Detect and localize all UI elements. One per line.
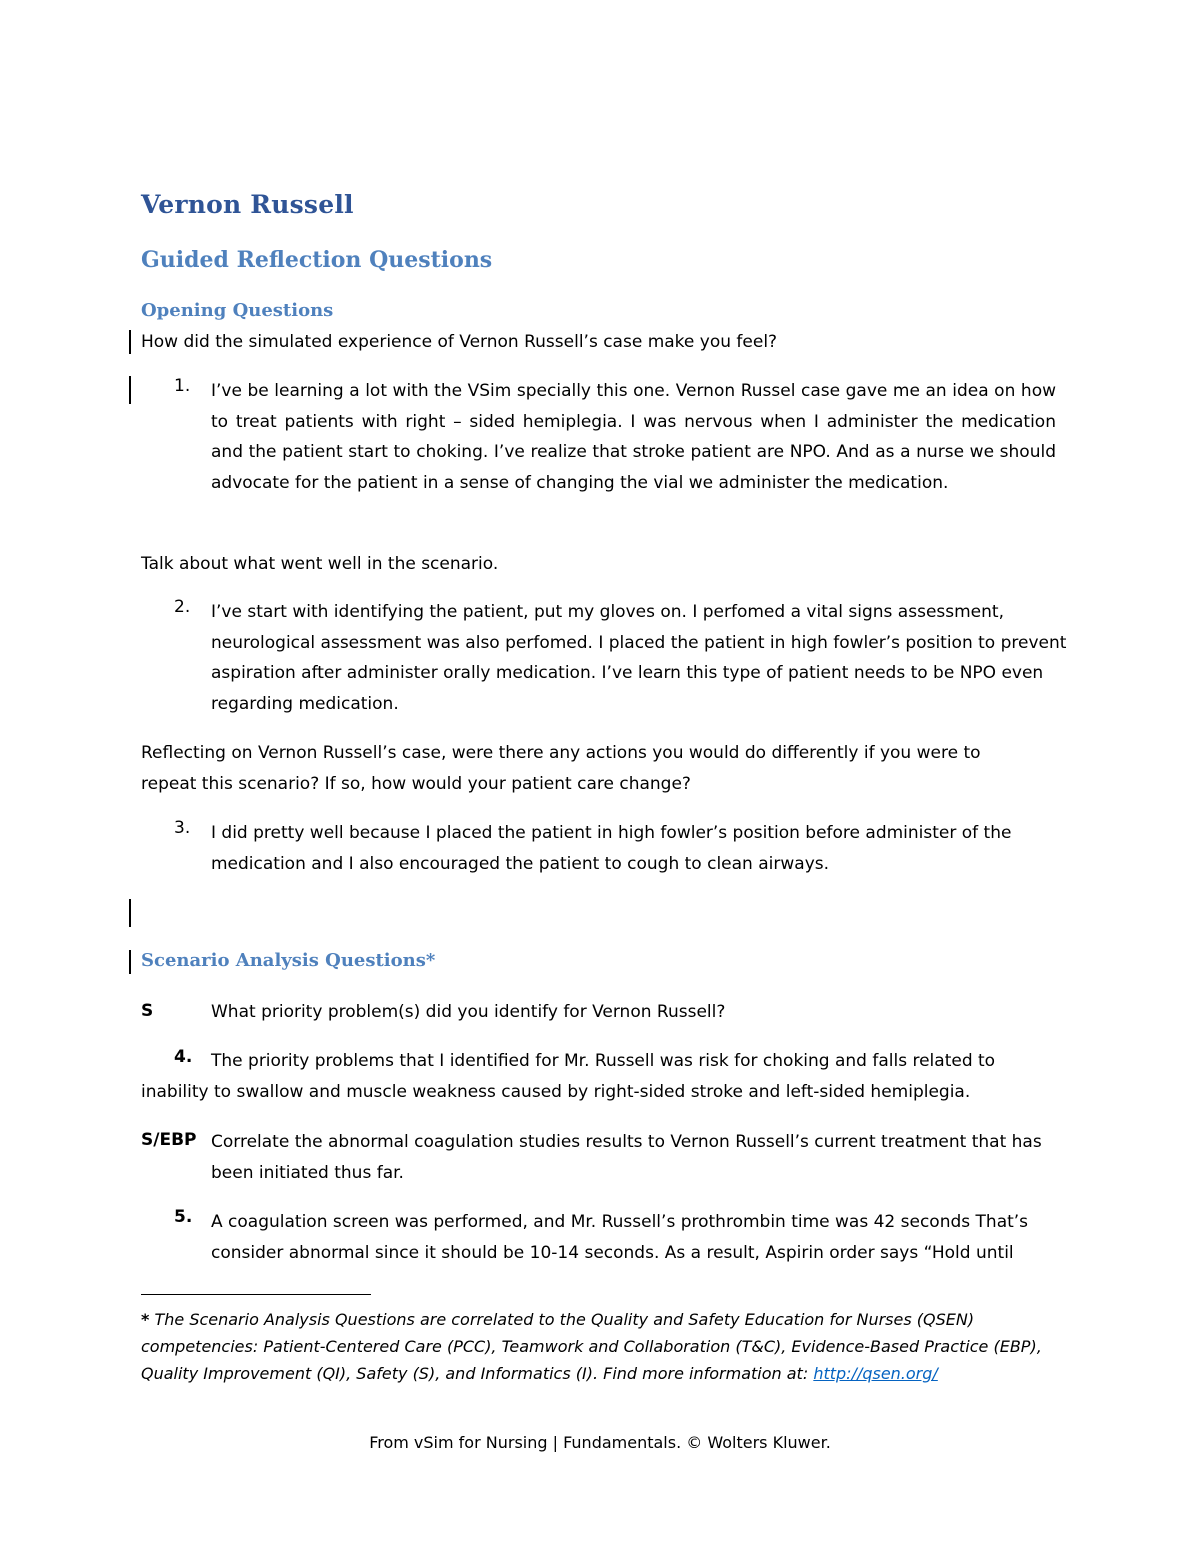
revision-bar xyxy=(129,376,131,404)
answer-5: A coagulation screen was performed, and Mr. Russell’s prothrombin time was 42 seconds That’s consider abnormal since it should be 10-14 seconds. As a result, Aspirin order says “Hold until xyxy=(211,1212,1029,1263)
document-title: Vernon Russell xyxy=(141,190,354,219)
answer-number: 2. xyxy=(174,597,191,617)
answer-number: 1. xyxy=(174,376,191,396)
revision-bar xyxy=(129,950,131,974)
qsen-label-sebp: S/EBP xyxy=(141,1130,197,1150)
scenario-heading-text: Scenario Analysis Questions xyxy=(141,950,426,971)
revision-bar xyxy=(129,899,131,927)
answer-number: 5. xyxy=(174,1207,193,1227)
answer-number: 3. xyxy=(174,818,191,838)
footnote-separator xyxy=(141,1294,371,1295)
opening-question-1: How did the simulated experience of Vernon Russell’s case make you feel? xyxy=(141,332,778,352)
footnote-mark: * xyxy=(141,1310,150,1329)
opening-question-3: Reflecting on Vernon Russell’s case, were there any actions you would do differently if you were to repeat this scenario? If so, how would your patient care change? xyxy=(141,743,981,794)
answer-1: I’ve be learning a lot with the VSim specially this one. Vernon Russel case gave me an idea on how to treat patients with right – sided hemiplegia. I was nervous when I administer the medication and the patient start to choking. I’ve realize that stroke patient are NPO. And as a nurse we should advocate for the patient in a sense of changing the vial we administer the medication. xyxy=(211,381,1056,493)
answer-3: I did pretty well because I placed the patient in high fowler’s position before administer of the medication and I also encouraged the patient to cough to clean airways. xyxy=(211,823,1012,874)
scenario-question-sebp: Correlate the abnormal coagulation studies results to Vernon Russell’s current treatment that has been initiated thus far. xyxy=(211,1132,1042,1183)
answer-4: The priority problems that I identified for Mr. Russell was risk for choking and falls related to inability to swallow and muscle weakness caused by right-sided stroke and left-sided hemiplegia. xyxy=(141,1051,996,1102)
footnote-reference-mark: * xyxy=(425,950,436,971)
opening-question-2: Talk about what went well in the scenario. xyxy=(141,554,499,574)
answer-number: 4. xyxy=(174,1047,193,1067)
qsen-label-s: S xyxy=(141,1001,154,1021)
scenario-question-s: What priority problem(s) did you identify for Vernon Russell? xyxy=(211,1002,726,1022)
revision-bar xyxy=(129,330,131,354)
opening-questions-heading: Opening Questions xyxy=(141,300,334,321)
page-footer: From vSim for Nursing | Fundamentals. © Wolters Kluwer. xyxy=(369,1433,831,1452)
footnote xyxy=(141,1306,1056,1387)
footnote-text: The Scenario Analysis Questions are correlated to the Quality and Safety Education for Nurses (QSEN) competencies: Patient-Centered Care (PCC), Teamwork and Collaboration (T&C), Evidence-Based Practice (EBP), Quality Improvement (QI), Safety (S), and Informatics (I). Find more information at: xyxy=(141,1310,1042,1383)
qsen-link[interactable]: http://qsen.org/ xyxy=(813,1364,938,1383)
section-subtitle: Guided Reflection Questions xyxy=(141,247,493,273)
scenario-analysis-heading xyxy=(141,950,435,971)
answer-2: I’ve start with identifying the patient, put my gloves on. I perfomed a vital signs assessment, neurological assessment was also perfomed. I placed the patient in high fowler’s position to prevent aspiration after administer orally medication. I’ve learn this type of patient needs to be NPO even regarding medication. xyxy=(211,602,1067,714)
